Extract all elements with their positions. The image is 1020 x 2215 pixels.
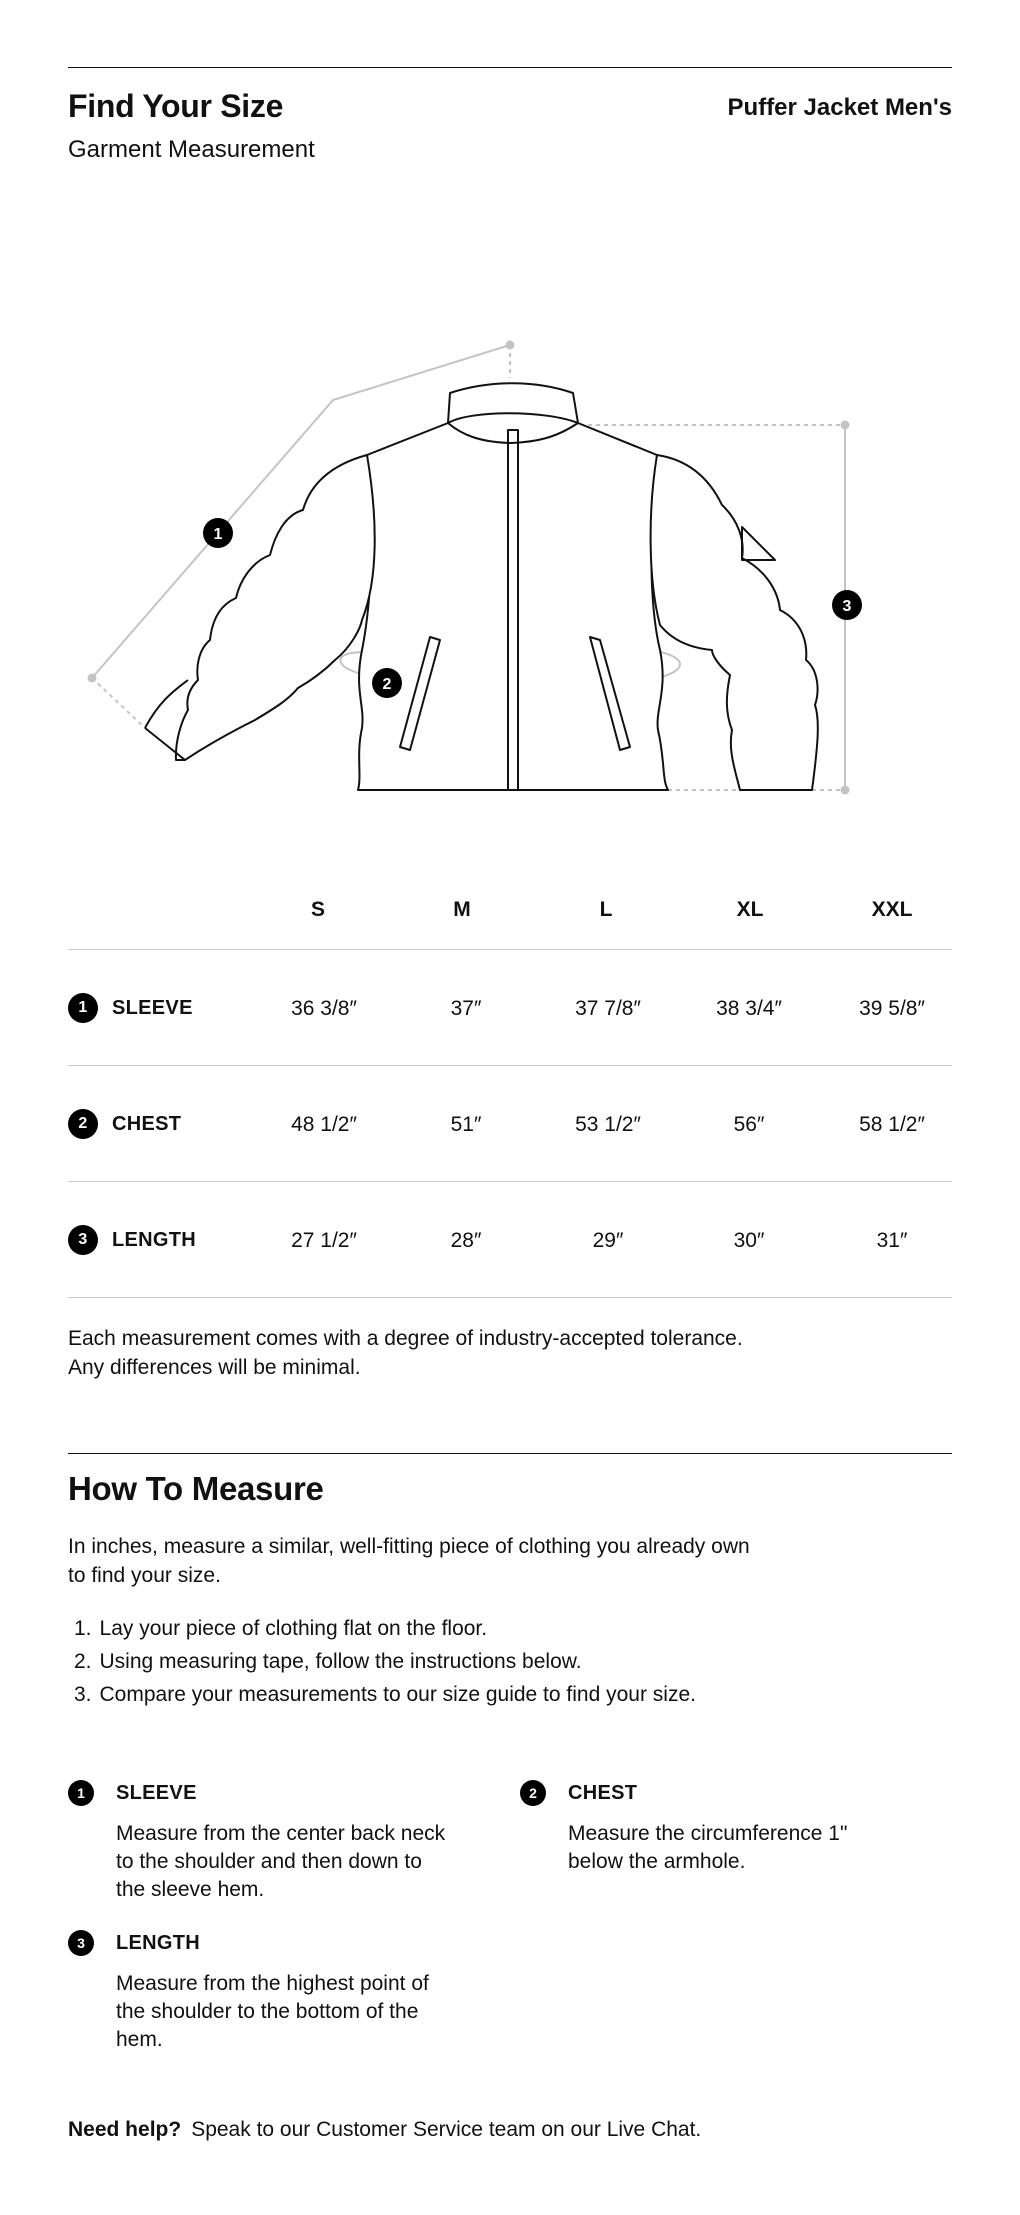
row-label-text: SLEEVE [112, 996, 193, 1019]
number-badge: 1 [68, 993, 98, 1023]
table-cell: 37″ [450, 997, 482, 1020]
list-item [68, 1678, 696, 1711]
list-item [68, 1612, 696, 1645]
help-text: Speak to our Customer Service team on our Live Chat. [191, 2118, 702, 2141]
size-header-m: M [453, 898, 471, 921]
guide-dot [506, 341, 515, 350]
step-text: Lay your piece of clothing flat on the floor. [99, 1617, 488, 1640]
page-title: Find Your Size [68, 88, 284, 124]
step-text: Compare your measurements to our size guide to find your size. [99, 1683, 696, 1706]
table-cell: 28″ [450, 1229, 482, 1252]
table-row-label-chest [68, 1109, 181, 1139]
diagram-marker-2 [372, 668, 402, 698]
table-row-label-sleeve [68, 993, 193, 1023]
table-divider [68, 1065, 952, 1066]
table-cell: 53 1/2″ [575, 1113, 641, 1136]
number-badge: 2 [68, 1109, 98, 1139]
how-to-title: How To Measure [68, 1470, 324, 1507]
size-header-l: L [599, 898, 613, 921]
marker-number: 1 [213, 526, 223, 543]
product-name: Puffer Jacket Men's [727, 94, 952, 121]
jacket-outline [145, 383, 818, 790]
row-label-text: LENGTH [112, 1228, 197, 1251]
tolerance-note-line: Any differences will be minimal. [68, 1356, 361, 1379]
guide-dot [841, 786, 850, 795]
number-badge: 1 [68, 1780, 94, 1806]
table-cell: 48 1/2″ [291, 1113, 357, 1136]
tolerance-note-line: Each measurement comes with a degree of industry-accepted tolerance. [68, 1327, 743, 1350]
measure-title: CHEST [568, 1781, 638, 1804]
jacket-left-sleeve [176, 455, 375, 760]
diagram-marker-3 [832, 590, 862, 620]
table-row-label-length [68, 1225, 196, 1255]
jacket-right-sleeve-fold [742, 527, 775, 560]
list-item [68, 1645, 696, 1678]
diagram-marker-1 [203, 518, 233, 548]
marker-number: 2 [382, 676, 392, 693]
measure-description: Measure the circumference 1" below the armhole. [568, 1822, 848, 1873]
size-header-xxl: XXL [871, 898, 913, 921]
table-cell: 38 3/4″ [716, 997, 782, 1020]
table-divider [68, 1181, 952, 1182]
table-cell: 39 5/8″ [859, 997, 925, 1020]
guide-dot [841, 421, 850, 430]
table-cell: 58 1/2″ [859, 1113, 925, 1136]
jacket-right-sleeve [651, 455, 818, 790]
table-cell: 29″ [592, 1229, 624, 1252]
jacket-measurement-diagram [0, 300, 1020, 820]
size-header-s: S [310, 898, 325, 921]
measure-title: LENGTH [116, 1931, 201, 1954]
marker-number: 3 [842, 598, 852, 615]
number-badge: 3 [68, 1225, 98, 1255]
number-badge: 2 [520, 1780, 546, 1806]
measure-chest [520, 1780, 868, 1876]
measure-description: Measure from the center back neck to the shoulder and then down to the sleeve hem. [116, 1822, 446, 1901]
tolerance-note [68, 1324, 928, 1382]
intro-line: to find your size. [68, 1564, 221, 1587]
table-cell: 56″ [733, 1113, 765, 1136]
table-cell: 36 3/8″ [291, 997, 357, 1020]
table-cell: 31″ [876, 1229, 908, 1252]
step-text: Using measuring tape, follow the instructions below. [99, 1650, 582, 1673]
how-to-intro [68, 1532, 848, 1590]
jacket-body [358, 423, 668, 790]
measure-title: SLEEVE [116, 1781, 197, 1804]
help-label: Need help? [68, 2118, 182, 2141]
number-badge: 3 [68, 1930, 94, 1956]
help-footer [68, 2118, 701, 2142]
page-subtitle: Garment Measurement [68, 136, 315, 163]
step-number: 3. [74, 1683, 92, 1706]
top-divider [68, 67, 952, 68]
size-header-xl: XL [736, 898, 764, 921]
table-cell: 51″ [450, 1113, 482, 1136]
intro-line: In inches, measure a similar, well-fitting piece of clothing you already own [68, 1535, 750, 1558]
row-label-text: CHEST [112, 1112, 182, 1135]
table-cell: 37 7/8″ [575, 997, 641, 1020]
table-cell: 27 1/2″ [291, 1229, 357, 1252]
table-cell: 30″ [733, 1229, 765, 1252]
guide-dot [88, 674, 97, 683]
section-divider [68, 1453, 952, 1454]
sleeve-guide-dotted-bottom [92, 678, 145, 728]
table-divider [68, 1297, 952, 1298]
step-number: 2. [74, 1650, 92, 1673]
measure-length [68, 1930, 446, 2054]
step-number: 1. [74, 1617, 92, 1640]
steps-list [68, 1612, 696, 1711]
measure-sleeve [68, 1780, 446, 1904]
measure-description: Measure from the highest point of the shoulder to the bottom of the hem. [116, 1972, 429, 2051]
table-divider [68, 949, 952, 950]
